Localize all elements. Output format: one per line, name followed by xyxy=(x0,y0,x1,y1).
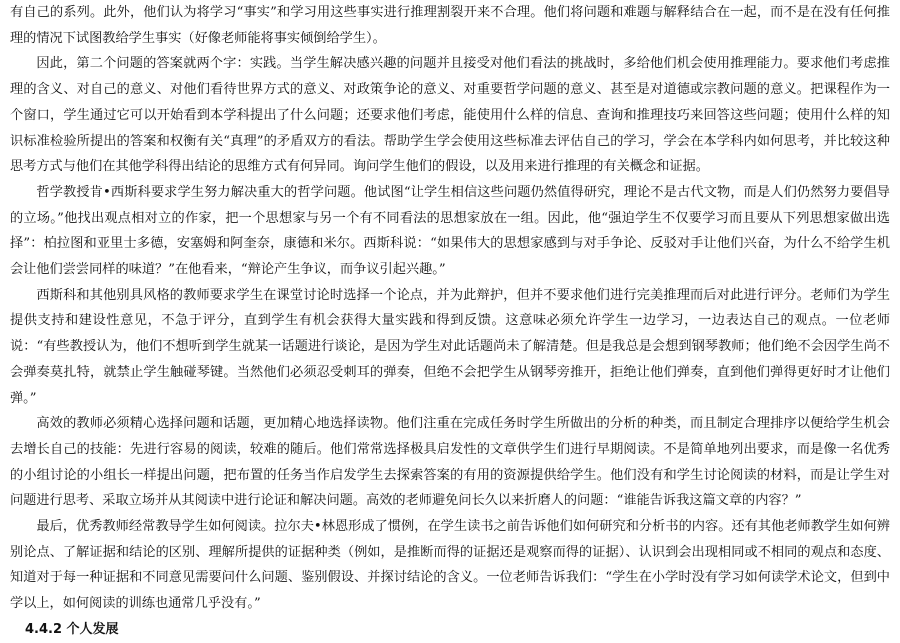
paragraph-how-to-read: 最后，优秀教师经常教导学生如何阅读。拉尔夫•林恩形成了惯例，在学生读书之前告诉他们如何研究和分析书的内容。还有其他老师教学生如何辨别论点、了解证据和结论的区别、理解所提供的证据种类（例如，是推断而得的证据还是观察而得的证据）、认识到会出现相同或不相同的观点和态度、知道对于每一种证据和不同意见需要问什么问题、鉴别假设、并探讨结论的含义。一位老师告诉我们：“学生在小学时没有学习如何读学术论文，但到中学以上，如何阅读的训练也通常几乎没有。” xyxy=(10,519,890,612)
paragraph-discussion: 西斯科和其他别具风格的教师要求学生在课堂讨论时选择一个论点，并为此辩护，但并不要求他们进行完美推理而后对此进行评分。老师们为学生提供支持和建设性意见，不急于评分，直到学生有机会获得大量实践和得到反馈。这意味必须允许学生一边学习，一边表达自己的观点。一位老师说：“有些教授认为，他们不想听到学生就某一话题进行谈论，是因为学生对此话题尚未了解清楚。但是我总是会想到钢琴教师；他们绝不会因学生尚不会弹奏莫扎特，就禁止学生触碰琴键。当然他们必须忍受刺耳的弹奏，但绝不会把学生从钢琴旁推开，拒绝让他们弹奏，直到他们弹得更好时才让他们弹。” xyxy=(10,287,890,406)
paragraph-continuation: 有自己的系列。此外，他们认为将学习“事实”和学习用这些事实进行推理割裂开来不合理。他们将问题和难题与解释结合在一起，而不是在没有任何推理的情况下试图教给学生事实（好像老师能将事实倾倒给学生）。 xyxy=(10,5,890,46)
paragraph-readings: 高效的教师必须精心选择问题和话题，更加精心地选择读物。他们注重在完成任务时学生所做出的分析的种类，而且制定合理排序以便给学生机会去增长自己的技能：先进行容易的阅读，较难的随后。他们常常选择极具启发性的文章供学生们进行早期阅读。不是简单地列出要求，而是像一名优秀的小组讨论的小组长一样提出问题，把布置的任务当作启发学生去探索答案的有用的资源提供给学生。他们没有和学生讨论阅读的材料，而是让学生对问题进行思考、采取立场并从其阅读中进行论证和解决问题。高效的老师避免问长久以来折磨人的问题：“谁能告诉我这篇文章的内容？” xyxy=(10,416,890,509)
section-heading: 4.4.2 个人发展 xyxy=(25,621,119,637)
paragraph-sisko: 哲学教授肯•西斯科要求学生努力解决重大的哲学问题。他试图“让学生相信这些问题仍然值得研究，理论不是古代文物，而是人们仍然努力要倡导的立场。”他找出观点相对立的作家，把一个思想家与另一个有不同看法的思想家放在一组。因此，他“强迫学生不仅要学习而且要从下列思想家做出选择”：柏拉图和亚里士多德，安塞姆和阿奎奈，康德和米尔。西斯科说：“如果伟大的思想家感到与对手争论、反驳对手让他们兴奋，为什么不给学生机会让他们尝尝同样的味道？”在他看来，“辩论产生争议，而争议引起兴趣。” xyxy=(10,184,890,278)
paragraph-practice: 因此，第二个问题的答案就两个字：实践。当学生解决感兴趣的问题并且接受对他们看法的挑战时，多给他们机会使用推理能力。要求他们考虑推理的含义、对自己的意义、对他们看待世界方式的意义、对政策争论的意义、对重要哲学问题的意义、甚至是对道德或宗教问题的意义。把课程作为一个窗口，学生通过它可以开始看到本学科提出了什么问题；还要求他们考虑，能使用什么样的信息、查询和推理技巧来回答这些问题；使用什么样的知识标准检验所提出的答案和权衡有关“真理”的矛盾双方的看法。帮助学生学会使用这些标准去评估自己的学习，学会在本学科内如何思考，并比较这种思考方式与他们在其他学科得出结论的思维方式有何异同。询问学生他们的假设，以及用来进行推理的有关概念和证据。 xyxy=(10,56,890,175)
